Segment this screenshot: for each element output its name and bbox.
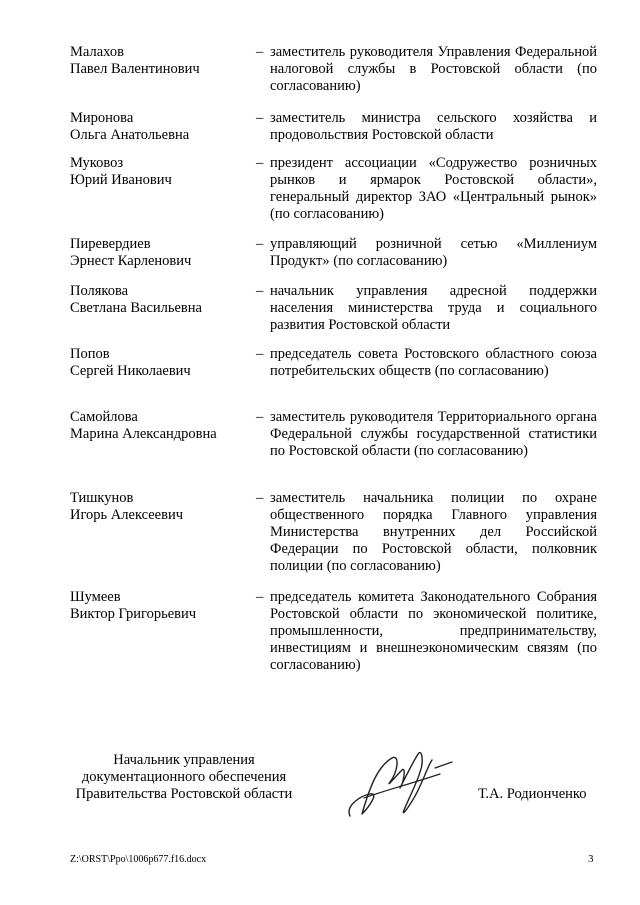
dash-separator: – bbox=[256, 44, 264, 60]
member-position: председатель совета Ростовского областного союза потребительских обществ (по согласованию) bbox=[270, 346, 597, 379]
dash-separator: – bbox=[256, 589, 264, 605]
member-first-name: Игорь Алексеевич bbox=[70, 507, 184, 523]
member-name bbox=[70, 236, 250, 270]
member-position: председатель комитета Законодательного Собрания Ростовской области по экономической политике, промышленности, предпринимательству, инвестициям и внешнеэкономическим связям (по согласованию) bbox=[270, 589, 597, 673]
member-first-name: Ольга Анатольевна bbox=[70, 127, 190, 143]
member-last-name: Шумеев bbox=[70, 589, 121, 605]
member-name bbox=[70, 155, 250, 189]
member-last-name: Полякова bbox=[70, 283, 129, 299]
member-position: заместитель министра сельского хозяйства и продовольствия Ростовской области bbox=[270, 110, 597, 143]
member-last-name: Тишкунов bbox=[70, 490, 134, 506]
member-first-name: Марина Александровна bbox=[70, 426, 217, 442]
member-first-name: Сергей Николаевич bbox=[70, 363, 191, 379]
member-last-name: Самойлова bbox=[70, 409, 138, 425]
member-last-name: Муковоз bbox=[70, 155, 124, 171]
dash-separator: – bbox=[256, 236, 264, 252]
member-name bbox=[70, 283, 250, 317]
dash-separator: – bbox=[256, 283, 264, 299]
member-position: заместитель начальника полиции по охране общественного порядка Главного управления Министерства внутренних дел Российской Федерации по Ростовской области, полковник полиции (по согласованию) bbox=[270, 490, 597, 574]
member-first-name: Юрий Иванович bbox=[70, 172, 172, 188]
member-name bbox=[70, 409, 250, 443]
dash-separator: – bbox=[256, 409, 264, 425]
member-first-name: Виктор Григорьевич bbox=[70, 606, 197, 622]
member-name bbox=[70, 589, 250, 623]
member-name bbox=[70, 490, 250, 524]
member-position: управляющий розничной сетью «Миллениум Продукт» (по согласованию) bbox=[270, 236, 597, 269]
member-name bbox=[70, 346, 250, 380]
signatory-title-line: Начальник управления bbox=[113, 752, 255, 768]
member-position: начальник управления адресной поддержки населения министерства труда и социального развития Ростовской области bbox=[270, 283, 597, 333]
dash-separator: – bbox=[256, 490, 264, 506]
footer-file-path: Z:\ORST\Ppo\1006p677.f16.docx bbox=[70, 854, 207, 865]
signatory-name: Т.А. Родионченко bbox=[478, 786, 587, 802]
member-last-name: Малахов bbox=[70, 44, 124, 60]
member-name bbox=[70, 110, 250, 144]
member-first-name: Эрнест Карленович bbox=[70, 253, 192, 269]
handwritten-signature bbox=[340, 736, 460, 826]
dash-separator: – bbox=[256, 155, 264, 171]
dash-separator: – bbox=[256, 346, 264, 362]
member-position: заместитель руководителя Управления Федеральной налоговой службы в Ростовской области (по согласованию) bbox=[270, 44, 597, 94]
member-first-name: Светлана Васильевна bbox=[70, 300, 202, 316]
member-first-name: Павел Валентинович bbox=[70, 61, 200, 77]
signatory-title-line: Правительства Ростовской области bbox=[75, 786, 293, 802]
member-last-name: Попов bbox=[70, 346, 110, 362]
member-last-name: Миронова bbox=[70, 110, 134, 126]
member-name bbox=[70, 44, 250, 78]
page-number: 3 bbox=[588, 853, 594, 865]
dash-separator: – bbox=[256, 110, 264, 126]
member-position: заместитель руководителя Территориального органа Федеральной службы государственной статистики по Ростовской области (по согласованию) bbox=[270, 409, 597, 459]
signatory-title bbox=[60, 752, 308, 803]
signatory-title-line: документационного обеспечения bbox=[81, 769, 287, 785]
member-last-name: Пиревердиев bbox=[70, 236, 151, 252]
member-position: президент ассоциации «Содружество розничных рынков и ярмарок Ростовской области», генеральный директор ЗАО «Центральный рынок» (по согласованию) bbox=[270, 155, 597, 222]
